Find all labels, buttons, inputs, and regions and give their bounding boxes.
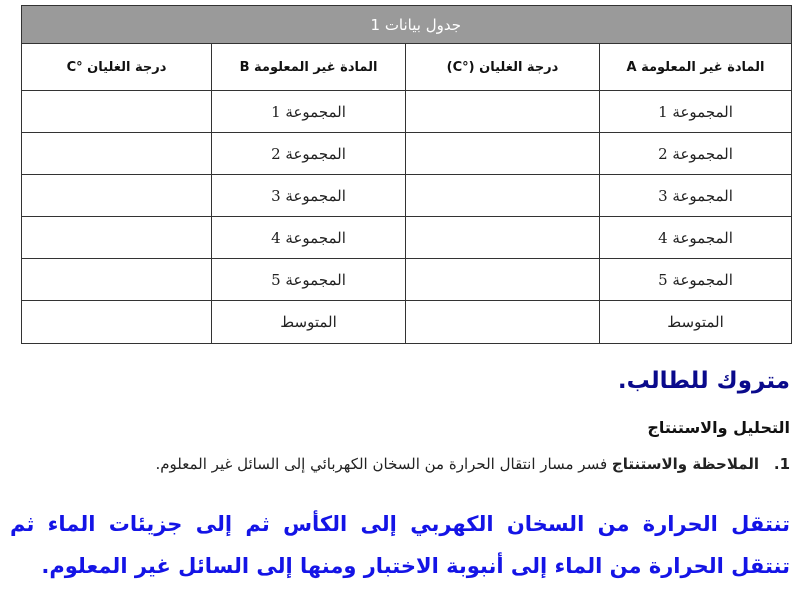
- header-boiling-point-b: درجة الغليان °C: [22, 44, 212, 91]
- cell-boiling-a[interactable]: [406, 259, 600, 301]
- question-label: الملاحظة والاستنتاج: [611, 455, 760, 473]
- cell-group-a: المجموعة 1: [600, 91, 792, 133]
- answer-text: تنتقل الحرارة من السخان الكهربي إلى الكأس ثم إلى جزيئات الماء ثم تنتقل الحرارة من الماء إلى أنبوبة الاختبار ومنها إلى السائل غير المعلوم.: [10, 512, 790, 578]
- cell-average-boiling-b[interactable]: [22, 301, 212, 344]
- cell-group-a: المجموعة 2: [600, 133, 792, 175]
- cell-boiling-b[interactable]: [22, 259, 212, 301]
- cell-boiling-b[interactable]: [22, 133, 212, 175]
- header-substance-a: المادة غير المعلومة A: [600, 44, 792, 91]
- header-boiling-point-a: درجة الغليان (°C): [406, 44, 600, 91]
- cell-boiling-a[interactable]: [406, 133, 600, 175]
- table-row: [22, 175, 792, 217]
- cell-group-a: المجموعة 4: [600, 217, 792, 259]
- table-row: [22, 217, 792, 259]
- cell-average-boiling-a[interactable]: [406, 301, 600, 344]
- cell-group-b: المجموعة 4: [212, 217, 406, 259]
- cell-boiling-a[interactable]: [406, 91, 600, 133]
- cell-group-b: المجموعة 2: [212, 133, 406, 175]
- question-text: فسر مسار انتقال الحرارة من السخان الكهربائي إلى السائل غير المعلوم.: [155, 455, 608, 473]
- cell-group-a: المجموعة 3: [600, 175, 792, 217]
- question-number: 1.: [773, 455, 790, 473]
- table-row: [22, 259, 792, 301]
- cell-boiling-a[interactable]: [406, 175, 600, 217]
- header-substance-b: المادة غير المعلومة B: [212, 44, 406, 91]
- question-1: [155, 455, 790, 473]
- cell-group-a: المجموعة 5: [600, 259, 792, 301]
- cell-average-a: المتوسط: [600, 301, 792, 344]
- table-title: جدول بيانات 1: [22, 6, 792, 44]
- section-title: التحليل والاستنتاج: [647, 418, 790, 437]
- cell-average-b: المتوسط: [212, 301, 406, 344]
- table-row: [22, 91, 792, 133]
- left-for-student-note: متروك للطالب.: [617, 368, 790, 394]
- cell-group-b: المجموعة 3: [212, 175, 406, 217]
- cell-group-b: المجموعة 1: [212, 91, 406, 133]
- cell-boiling-a[interactable]: [406, 217, 600, 259]
- table-row-average: [22, 301, 792, 344]
- cell-boiling-b[interactable]: [22, 217, 212, 259]
- cell-group-b: المجموعة 5: [212, 259, 406, 301]
- cell-boiling-b[interactable]: [22, 175, 212, 217]
- cell-boiling-b[interactable]: [22, 91, 212, 133]
- table-row: [22, 133, 792, 175]
- data-table: [21, 5, 792, 344]
